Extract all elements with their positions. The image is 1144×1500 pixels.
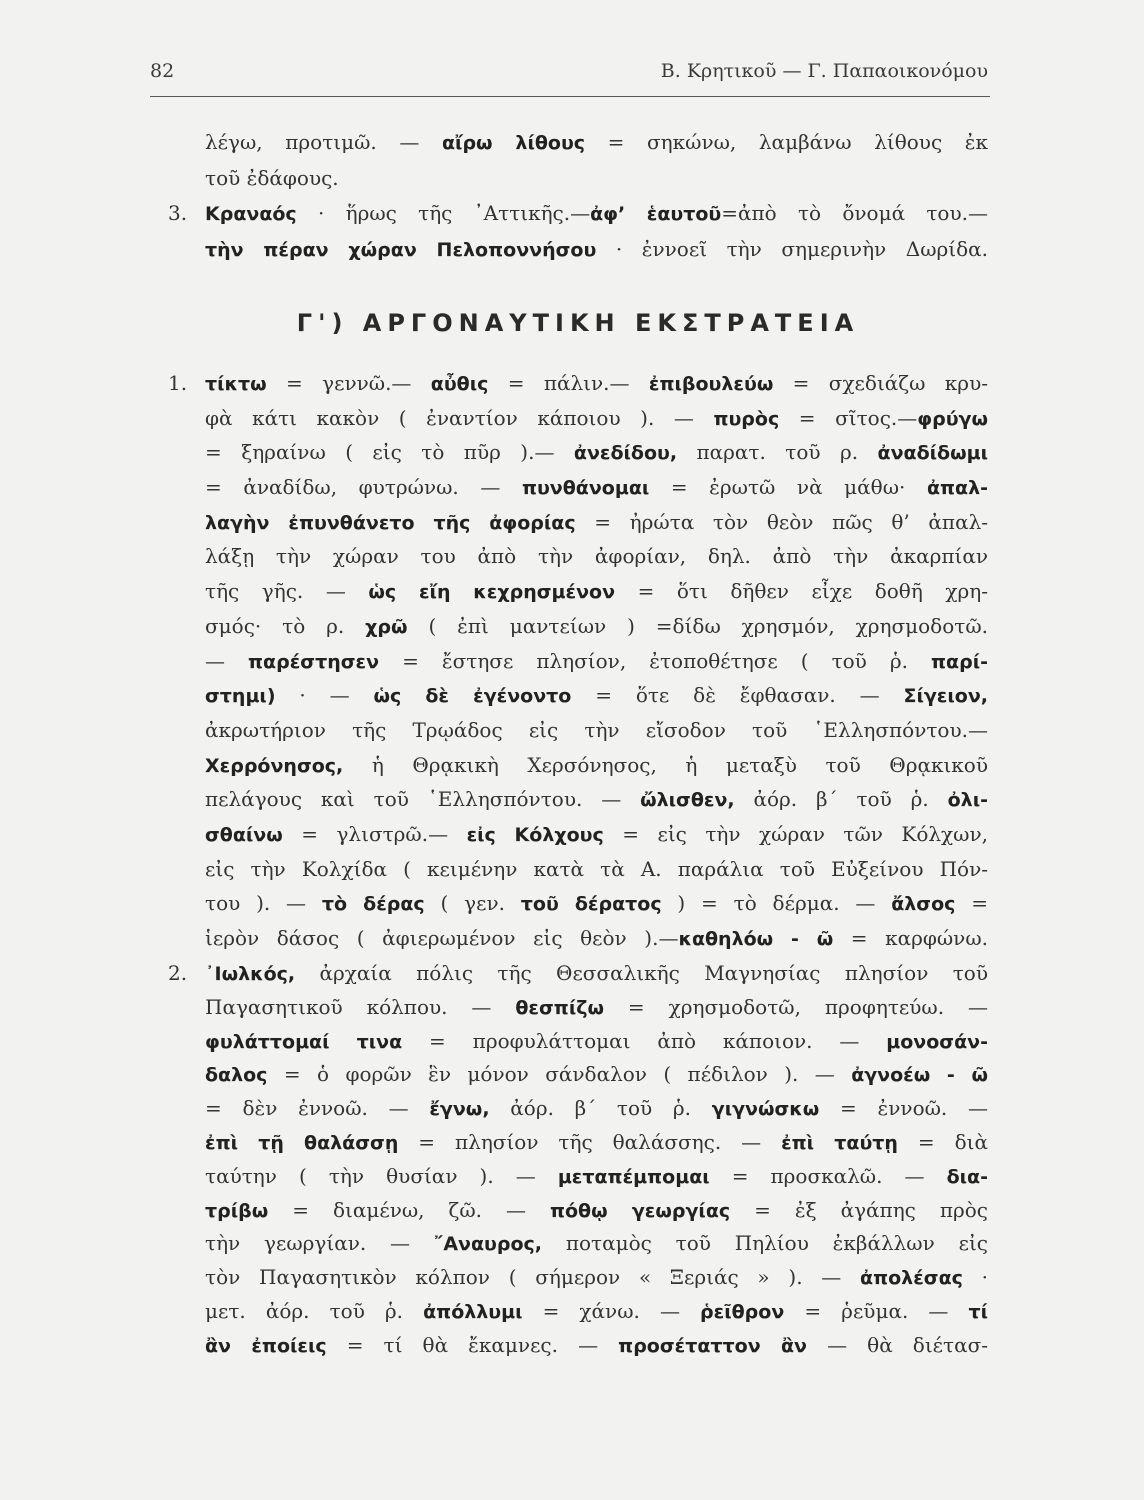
lemma-term: τί [968,1300,988,1323]
gloss-text: τῆς γῆς. — [205,579,369,604]
text-line [168,678,988,713]
lemma-term: ἐπιβουλεύω [648,373,774,395]
text-line [168,644,988,679]
header-rule [150,96,990,97]
gloss-text: = σχεδιάζω κρυ- [773,371,988,395]
gloss-text: · ἥρως τῆς ᾿Αττικῆς.— [296,201,591,225]
lemma-term: μονοσάν- [886,1030,988,1053]
text-line [168,232,988,268]
gloss-text: = σῖτος.— [779,405,918,430]
lemma-term: αὖθις [430,373,489,395]
lemma-term: ῥεῖθρον [700,1300,785,1323]
text-line [168,748,988,783]
gloss-text: = ὅτι δῆθεν εἶχε δοθῆ χρη- [615,579,988,604]
text-line [168,401,988,436]
lemma-term: Χερρόνησος, [205,754,344,777]
gloss-text: ) = τὸ δέρμα. — [661,891,892,916]
gloss-text: τὸν Παγασητικὸν κόλπον ( σήμερον « Ξεριάς » ). — [205,1265,861,1290]
gloss-text: = ἠρώτα τὸν θεὸν πῶς θ’ ἀπαλ- [575,509,988,534]
lemma-term: πυρὸς [713,407,780,430]
text-line [168,1329,988,1363]
gloss-text: = προσκαλῶ. — [709,1163,947,1188]
entry-2 [168,957,988,1363]
gloss-text: · ἐννοεῖ τὴν σημερινὴν Δωρίδα. [596,236,988,261]
lemma-term: τίκτω [205,373,267,395]
page-number: 82 [150,60,175,82]
gloss-text: παρατ. τοῦ ρ. [677,440,878,465]
entry-number: 2. [168,961,188,985]
gloss-text: μετ. ἀόρ. τοῦ ῥ. [205,1298,424,1323]
text-line [168,1160,988,1194]
gloss-text: = τί θὰ ἔκαμνες. — [326,1332,619,1357]
gloss-text: = ἐξ ἀγάπης πρὸς [730,1197,988,1222]
intro-block [168,125,988,267]
gloss-text: = ἐννοῶ. — [819,1096,988,1121]
lemma-term: παρέστησεν [248,650,380,673]
lemma-term: τοῦ δέρατος [520,893,662,916]
lemma-term: γιγνώσκω [711,1098,820,1121]
gloss-text: =ἀπὸ τὸ ὄνομά του.— [721,201,988,225]
lemma-term: τὸ δέρας [321,893,425,916]
gloss-text: = πάλιν.— [488,371,649,395]
lemma-term: ὡς δὲ ἐγένοντο [373,685,572,708]
lemma-term: εἰς Κόλχους [466,823,604,846]
text-line [168,921,988,956]
lemma-term: θεσπίζω [515,996,604,1019]
gloss-text: φὰ κάτι κακὸν ( ἐναντίον κάποιου ). — [205,405,714,430]
gloss-text: εἰς τὴν Κολχίδα ( κειμένην κατὰ τὰ Α. παράλια τοῦ Εὐξείνου Πόν- [205,856,988,881]
gloss-text: ἀόρ. β΄ τοῦ ῥ. [489,1096,712,1121]
gloss-text: = χρησμοδοτῶ, προφητεύω. — [603,994,988,1019]
text-line [168,539,988,574]
lemma-term: ἔγνω, [429,1098,490,1121]
lemma-term: μεταπέμπομαι [557,1165,710,1188]
lemma-term: ὀλι- [947,789,988,812]
section-heading: Γ') ΑΡΓΟΝΑΥΤΙΚΗ ΕΚΣΤΡΑΤΕΙΑ [296,309,860,337]
gloss-text: = προφυλάττομαι ἀπὸ κάποιον. — [402,1028,887,1053]
gloss-text: Παγασητικοῦ κόλπου. — [205,994,516,1019]
gloss-text: ταύτην ( τὴν θυσίαν ). — [205,1163,558,1188]
text-line [168,886,988,921]
lemma-term: φυλάττομαί τινα [205,1030,403,1053]
entry-1 [168,366,988,956]
entry-number: 1. [168,371,188,395]
gloss-text: ἡ Θρᾳκικὴ Χερσόνησος, ἡ μεταξὺ τοῦ Θρᾳκικοῦ [343,752,988,777]
gloss-text: ἀκρωτήριον τῆς Τρῳάδος εἰς τὴν εἴσοδον τοῦ ῾Ελλησπόντου.— [205,717,988,742]
gloss-text: ἀόρ. β΄ τοῦ ῥ. [734,787,948,812]
gloss-text: λάξῃ τὴν χώραν του ἀπὸ τὴν ἀφορίαν, δηλ. ἀπὸ τὴν ἀκαρπίαν [205,544,988,569]
text-line [168,609,988,644]
lemma-term: πόθῳ γεωργίας [549,1199,731,1222]
gloss-text: = εἰς τὴν χώραν τῶν Κόλχων, [603,821,988,846]
gloss-text: = γεννῶ.— [266,371,431,395]
text-line [168,852,988,887]
text-line [168,366,988,401]
gloss-text: του ). — [205,891,322,916]
gloss-text: = χάνω. — [522,1298,701,1323]
gloss-text: = [955,891,988,916]
gloss-text: τὴν γεωργίαν. — [205,1231,434,1256]
text-line [168,1126,988,1160]
gloss-text: ἀρχαία πόλις τῆς Θεσσαλικῆς Μαγνησίας πλησίον τοῦ [295,961,988,985]
text-line [168,470,988,505]
lemma-term: πυνθάνομαι [521,477,650,500]
text-line [168,991,988,1025]
gloss-text: · — [275,683,374,708]
lemma-term: ἂν ἐποίεις [205,1334,327,1357]
lemma-term: δαλος [205,1064,268,1087]
lemma-term: ὡς εἴη κεχρησμένον [368,581,616,604]
text-line [168,817,988,852]
lemma-term: τὴν πέραν χώραν Πελοποννήσου [205,238,597,261]
lemma-term: ᾿Ιωλκός, [205,963,296,985]
gloss-text: = καρφώνω. [833,926,988,950]
text-line [168,125,988,161]
gloss-text: = ῥεῦμα. — [784,1298,969,1323]
entry-number: 3. [168,201,188,225]
gloss-text: ( ἐπὶ μαντείων ) =δίδω χρησμόν, χρησμοδοτῶ. [407,613,988,638]
lemma-term: σθαίνω [205,823,283,846]
lemma-term: ῎Αναυρος, [433,1233,543,1256]
text-line [168,1261,988,1295]
lemma-term: χρῶ [365,615,408,638]
text-line [168,782,988,817]
text-line [168,161,988,197]
lemma-term: προσέταττον ἂν [618,1334,807,1357]
gloss-text: = ὅτε δὲ ἔφθασαν. — [571,683,904,708]
lemma-term: ἐπὶ τῇ θαλάσσῃ [205,1131,399,1154]
gloss-text: ( γεν. [424,891,521,916]
lemma-term: ἐπὶ ταύτῃ [781,1131,898,1154]
text-line [168,1092,988,1126]
lemma-term: ἀνεδίδου, [573,442,678,465]
text-line [168,1227,988,1261]
lemma-term: τρίβω [205,1199,269,1222]
lemma-term: ἀπαλ- [926,477,988,500]
lemma-term: στημι) [205,685,276,708]
gloss-text: λέγω, προτιμῶ. — [205,130,442,154]
lemma-term: ἀγνοέω - ῶ [851,1064,988,1087]
gloss-text: πελάγους καὶ τοῦ ῾Ελλησπόντου. — [205,787,641,812]
lemma-term: δια- [946,1165,988,1188]
lemma-term: καθηλόω - ῶ [678,928,834,950]
text-line [168,1025,988,1059]
lemma-term: παρί- [931,650,988,673]
gloss-text: = διὰ [897,1129,988,1154]
running-title: Β. Κρητικοῦ — Γ. Παπαοικονόμου [660,60,988,82]
gloss-text: = ὁ φορῶν ἓν μόνον σάνδαλον ( πέδιλον ). — [267,1062,852,1087]
gloss-text: — [205,648,249,673]
lemma-term: φρύγω [917,407,988,430]
gloss-text: = ἐρωτῶ νὰ μάθω· [649,475,927,500]
gloss-text: — θὰ διέτασ- [807,1332,988,1357]
gloss-text: σμός· τὸ ρ. [205,613,366,638]
text-line [168,1058,988,1092]
lemma-term: ἄλσος [891,893,956,916]
lemma-term: αἴρω λίθους [441,132,586,154]
gloss-text: = ἔστησε πλησίον, ἐτοποθέτησε ( τοῦ ῥ. [379,648,932,673]
gloss-text: τοῦ ἐδάφους. [205,165,339,190]
gloss-text: · [962,1265,988,1290]
text-line [168,505,988,540]
lemma-term: ἀπόλλυμι [423,1300,523,1323]
text-line [168,957,988,991]
gloss-text: = ἀναδίδω, φυτρώνω. — [205,475,522,500]
gloss-text: = πλησίον τῆς θαλάσσης. — [398,1129,782,1154]
text-line [168,1295,988,1329]
gloss-text: = γλιστρῶ.— [282,821,467,846]
text-line [168,196,988,232]
lemma-term: Κραναός [205,203,297,225]
text-line [168,713,988,748]
gloss-text: ποταμὸς τοῦ Πηλίου ἐκβάλλων εἰς [542,1231,988,1256]
gloss-text: = διαμένω, ζῶ. — [268,1197,550,1222]
lemma-term: λαγὴν ἐπυνθάνετο τῆς ἀφορίας [205,511,576,534]
gloss-text: = δὲν ἐννοῶ. — [205,1096,430,1121]
lemma-term: ἀναδίδωμι [877,442,988,465]
lemma-term: Σίγειον, [903,685,988,708]
gloss-text: = σηκώνω, λαμβάνω λίθους ἐκ [585,130,988,154]
text-line [168,435,988,470]
lemma-term: ἀφ’ ἑαυτοῦ [590,203,722,225]
lemma-term: ἀπολέσας [860,1267,963,1290]
gloss-text: ἱερὸν δάσος ( ἀφιερωμένον εἰς θεὸν ).— [205,926,679,950]
gloss-text: = ξηραίνω ( εἰς τὸ πῦρ ).— [205,440,574,465]
text-line [168,574,988,609]
lemma-term: ὤλισθεν, [640,789,735,812]
text-line [168,1194,988,1228]
